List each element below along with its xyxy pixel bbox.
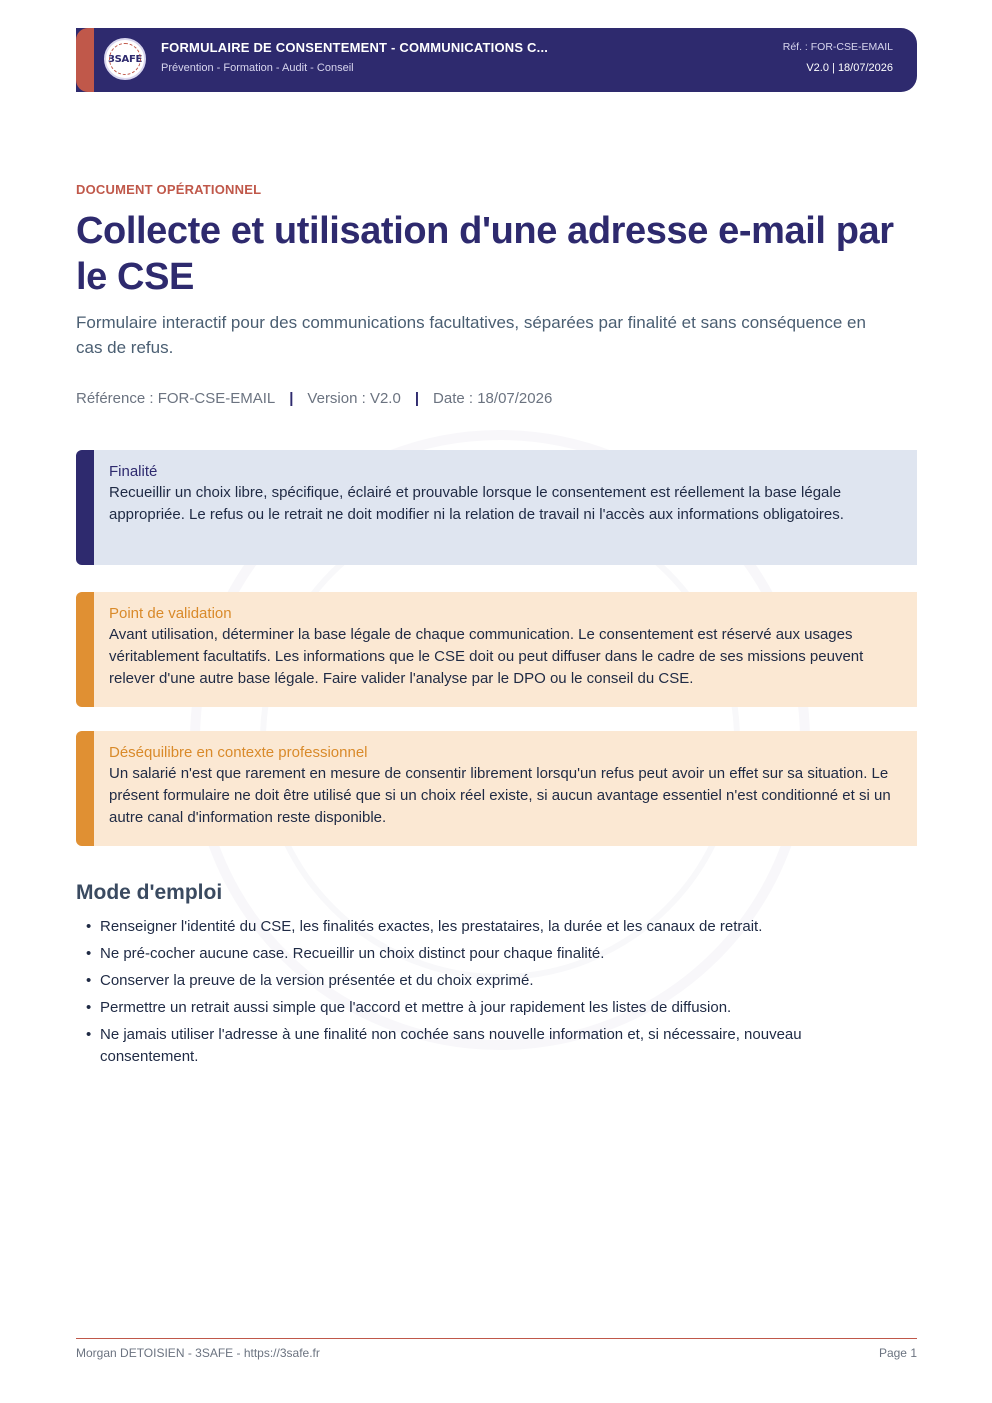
footer-author-link[interactable]: Morgan DETOISIEN - 3SAFE - https://3safe.fr [76,1346,320,1360]
list-item-text: Permettre un retrait aussi simple que l'accord et mettre à jour rapidement les listes de diffusion. [100,999,732,1016]
bullet-icon: • [86,945,92,962]
document-kicker: DOCUMENT OPÉRATIONNEL [76,182,262,197]
header-version-date: V2.0 | 18/07/2026 [806,62,893,74]
logo-text: 3SAFE [107,53,143,65]
callout-finalite [76,450,917,565]
footer-page-number: Page 1 [878,1346,917,1360]
meta-date: Date : 18/07/2026 [433,390,553,407]
list-item-text: Ne jamais utiliser l'adresse à une finalité non cochée sans nouvelle information et, si nécessaire, nouveau consentement. [100,1026,802,1065]
list-item-text: Conserver la preuve de la version présentée et du choix exprimé. [100,972,534,989]
meta-separator: | [414,390,420,407]
list-item [86,970,886,992]
company-logo [104,38,146,80]
bullet-icon: • [86,972,92,989]
callout-title: Finalité [109,463,158,480]
callout-bar [76,592,94,707]
document-title: Collecte et utilisation d'une adresse e-mail par le CSE [76,210,894,298]
list-item-text: Renseigner l'identité du CSE, les finalités exactes, les prestataires, la durée et les canaux de retrait. [100,918,763,935]
header-reference: Réf. : FOR-CSE-EMAIL [782,41,893,53]
section-title-mode-emploi: Mode d'emploi [76,881,223,904]
bullet-icon: • [86,999,92,1016]
bullet-icon: • [86,918,92,935]
instructions-list [86,916,886,1073]
list-item-text: Ne pré-cocher aucune case. Recueillir un choix distinct pour chaque finalité. [100,945,605,962]
list-item [86,943,886,965]
document-subtitle: Formulaire interactif pour des communications facultatives, séparées par finalité et sans conséquence en cas de refus. [76,313,866,357]
callout-body: Avant utilisation, déterminer la base légale de chaque communication. Le consentement est réservé aux usages véritablement facultatifs. Les informations que le CSE doit ou peut diffuser dans le cadre de ses missions peuvent relever d'une autre base légale. Faire valider l'analyse par le DPO ou le conseil du CSE. [109,626,864,687]
list-item [86,1024,886,1068]
list-item [86,997,886,1019]
header-tagline: Prévention - Formation - Audit - Conseil [161,62,354,74]
callout-point-de-validation [76,592,917,707]
meta-reference: Référence : FOR-CSE-EMAIL [76,390,276,407]
callout-title: Déséquilibre en contexte professionnel [109,744,368,761]
bullet-icon: • [86,1026,92,1043]
header-title: FORMULAIRE DE CONSENTEMENT - COMMUNICATIONS C... [161,40,549,55]
callout-bar [76,450,94,565]
footer-divider [76,1338,917,1339]
meta-separator: | [289,390,294,407]
callout-bar [76,731,94,846]
page-header [76,28,917,92]
meta-version: Version : V2.0 [307,390,401,407]
callout-desequilibre [76,731,917,846]
callout-body: Un salarié n'est que rarement en mesure de consentir librement lorsqu'un refus peut avoir un effet sur sa situation. Le présent formulaire ne doit être utilisé que si un choix réel existe, si aucun avantage essentiel n'est conditionné et si un autre canal d'information reste disponible. [109,765,891,826]
callout-body: Recueillir un choix libre, spécifique, éclairé et prouvable lorsque le consentement est réellement la base légale appropriée. Le refus ou le retrait ne doit modifier ni la relation de travail ni l'accès aux informations obligatoires. [109,484,844,523]
document-meta [76,390,552,407]
callout-title: Point de validation [109,605,232,622]
header-accent-bar [76,28,94,92]
list-item [86,916,886,938]
